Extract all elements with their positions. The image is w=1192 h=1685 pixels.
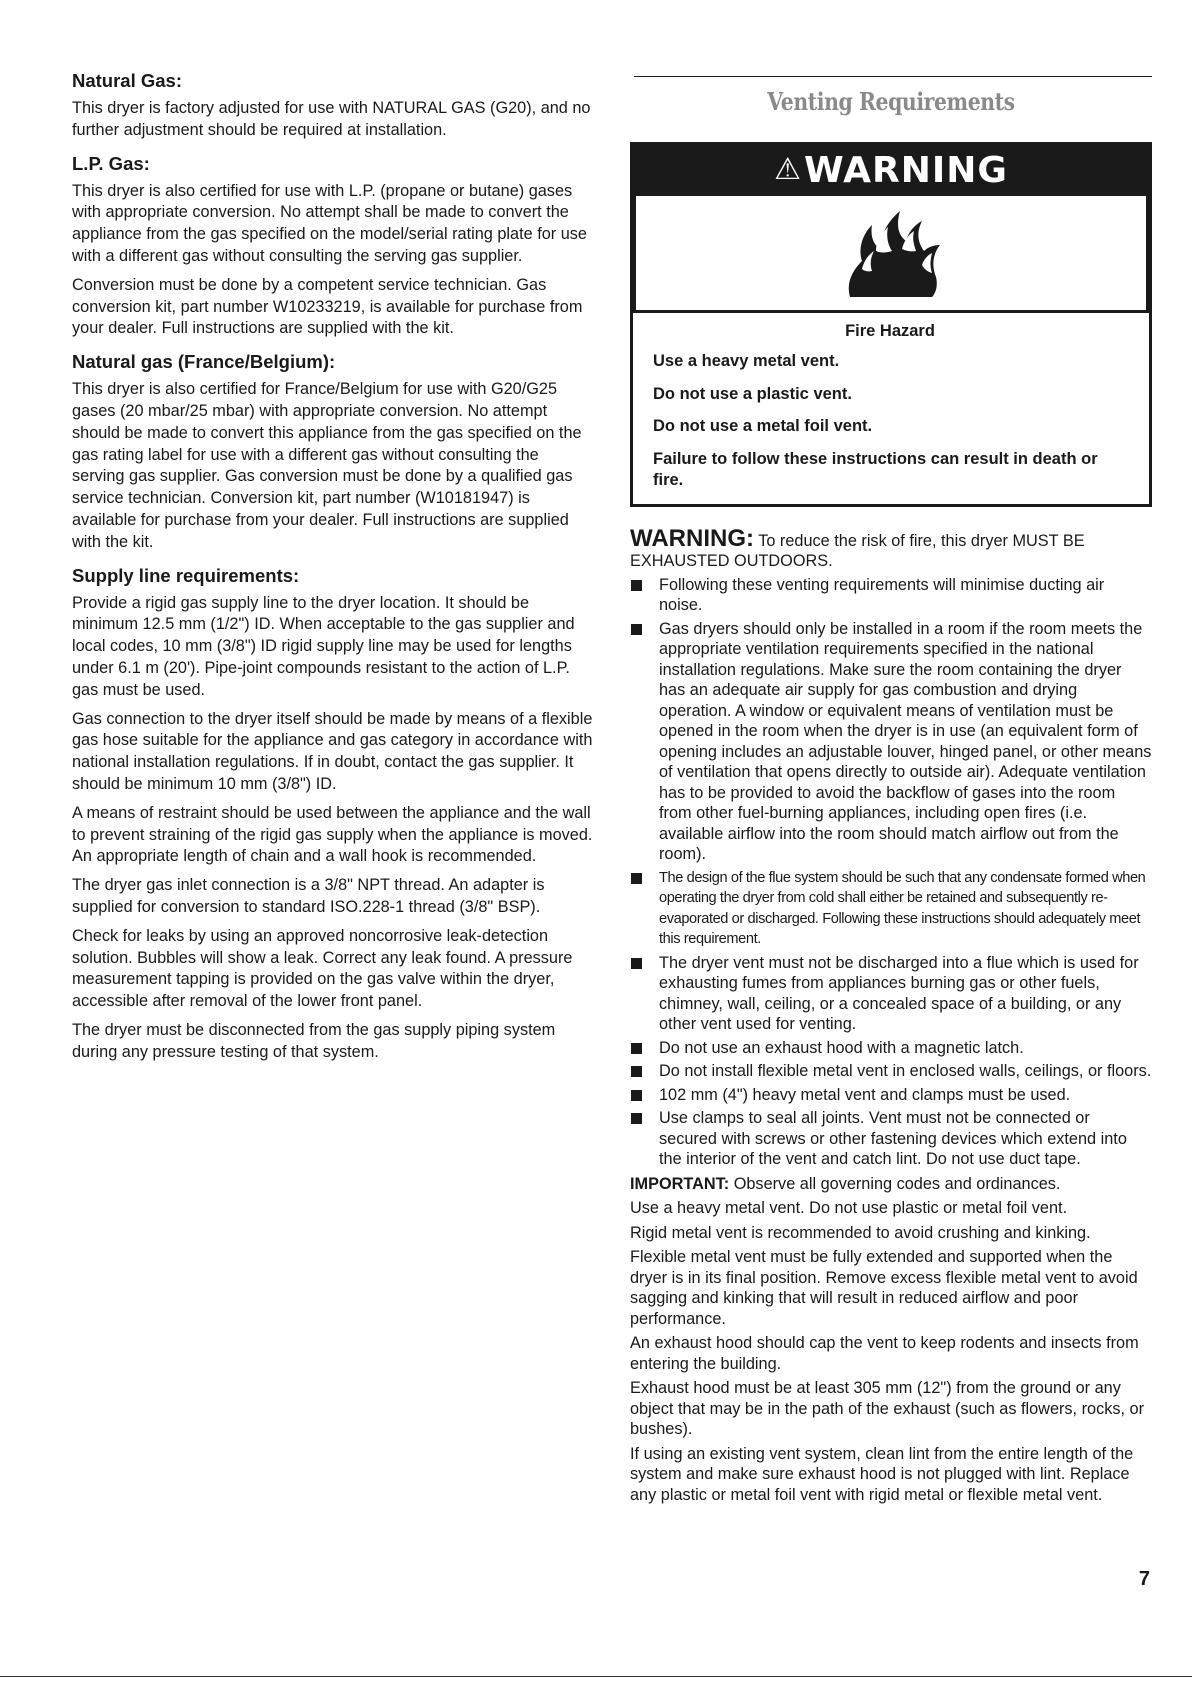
- right-column: [630, 76, 1152, 1509]
- important-label: IMPORTANT:: [630, 1174, 730, 1193]
- list-item: Do not install flexible metal vent in enclosed walls, ceilings, or floors.: [630, 1061, 1152, 1082]
- page-number: 7: [1138, 1568, 1150, 1590]
- hazard-title: Fire Hazard: [845, 322, 935, 340]
- section-title: Venting Requirements: [767, 87, 1015, 116]
- list-item: The design of the flue system should be such that any condensate formed when operating the dryer from cold shall either be retained and subsequently re-evaporated or discharged. Following these instructions should adequately meet this requirement.: [630, 868, 1152, 950]
- heading-natural-gas: Natural Gas:: [72, 70, 183, 91]
- warning-line: Do not use a plastic vent.: [653, 384, 852, 403]
- warning-line: Do not use a metal foil vent.: [653, 417, 873, 435]
- warning-body: [633, 313, 1149, 504]
- heading-supply-line: Supply line requirements:: [72, 564, 300, 586]
- paragraph: Provide a rigid gas supply line to the dryer location. It should be minimum 12.5 mm (1/2") ID. When acceptable to the gas supplier and local codes, 10 mm (3/8") ID rigid supply line may be used for lengths under 6.1 m (20'). Pipe-joint compounds resistant to the action of L.P. gas must be used.: [72, 593, 575, 699]
- paragraph: If using an existing vent system, clean lint from the entire length of the system and make sure exhaust hood is not plugged with lint. Replace any plastic or metal foil vent with rigid metal or flexible metal vent.: [630, 1444, 1134, 1504]
- list-item: Use clamps to seal all joints. Vent must not be connected or secured with screws or other fastening devices which extend into the interior of the vent and catch lint. Do not use duct tape.: [630, 1108, 1152, 1170]
- paragraph: Flexible metal vent must be fully extended and supported when the dryer is in its final position. Remove excess flexible metal vent to avoid sagging and kinking that will result in reduced airflow and poor performance.: [630, 1248, 1138, 1328]
- paragraph: Check for leaks by using an approved noncorrosive leak-detection solution. Bubbles will show a leak. Correct any leak found. A pressure measurement tapping is provided on the gas valve within the dryer, accessible after removal of the lower front panel.: [72, 926, 573, 1011]
- list-item: Do not use an exhaust hood with a magnetic latch.: [630, 1038, 1152, 1059]
- bottom-rule: [0, 1676, 1192, 1677]
- warning-intro: [630, 524, 1152, 571]
- warning-box: [630, 142, 1152, 507]
- heading-lp-gas: L.P. Gas:: [72, 152, 150, 174]
- list-item: 102 mm (4") heavy metal vent and clamps must be used.: [630, 1085, 1152, 1106]
- section-divider: [634, 76, 1152, 77]
- warning-line: Failure to follow these instructions can result in death or fire.: [653, 449, 1098, 489]
- paragraph: The dryer gas inlet connection is a 3/8" NPT thread. An adapter is supplied for conversion to standard ISO.228-1 thread (3/8" BSP).: [72, 876, 545, 916]
- paragraph: This dryer is also certified for use with L.P. (propane or butane) gases with appropriate conversion. No attempt shall be made to convert the appliance from the gas specified on the model/serial rating plate for use with a different gas without consulting the serving gas supplier.: [72, 181, 587, 265]
- paragraph: Conversion must be done by a competent service technician. Gas conversion kit, part number W10233219, is available for purchase from your dealer. Full instructions are supplied with the kit.: [72, 275, 583, 338]
- important-text: Observe all governing codes and ordinances.: [729, 1174, 1061, 1193]
- list-item: Following these venting requirements will minimise ducting air noise.: [630, 575, 1152, 616]
- left-column: [72, 70, 594, 1070]
- heading-natural-gas-france-belgium: Natural gas (France/Belgium):: [72, 351, 336, 373]
- paragraph: Exhaust hood must be at least 305 mm (12") from the ground or any object that may be in the path of the exhaust (such as flowers, rocks, or bushes).: [630, 1379, 1145, 1438]
- fire-hazard-icon-area: [633, 193, 1149, 313]
- paragraph: Gas connection to the dryer itself should be made by means of a flexible gas hose suitable for the appliance and gas category in accordance with national installation regulations. If in doubt, contact the gas supplier. It should be minimum 10 mm (3/8") ID.: [72, 709, 593, 793]
- list-item: The dryer vent must not be discharged into a flue which is used for exhausting fumes from appliances burning gas or other fuels, chimney, wall, ceiling, or a concealed space of a building, or any other vent used for venting.: [630, 953, 1152, 1035]
- paragraph: An exhaust hood should cap the vent to keep rodents and insects from entering the building.: [630, 1334, 1139, 1373]
- paragraph: Use a heavy metal vent. Do not use plastic or metal foil vent.: [630, 1199, 1068, 1217]
- paragraph: A means of restraint should be used between the appliance and the wall to prevent straining of the rigid gas supply when the appliance is moved. An appropriate length of chain and a wall hook is recommended.: [72, 803, 593, 866]
- venting-requirements-list: [630, 575, 1152, 1170]
- warning-intro-label: WARNING:: [630, 524, 754, 552]
- paragraph: Rigid metal vent is recommended to avoid crushing and kinking.: [630, 1223, 1091, 1242]
- important-note: [630, 1174, 1152, 1195]
- paragraph: The dryer must be disconnected from the gas supply piping system during any pressure testing of that system.: [72, 1020, 556, 1061]
- warning-line: Use a heavy metal vent.: [653, 352, 840, 370]
- fire-hazard-icon: [836, 205, 946, 301]
- warning-header: [633, 145, 1149, 193]
- paragraph: This dryer is also certified for France/Belgium for use with G20/G25 gases (20 mbar/25 mbar) with appropriate conversion. No attempt should be made to convert this appliance from the gas specified on the gas rating label for use with a different gas without consulting the serving gas supplier. Gas conversion must be done by a qualified gas service technician. Conversion kit, part number (W10181947) is available for purchase from your dealer. Full instructions are supplied with the kit.: [72, 380, 582, 551]
- warning-header-label: WARNING: [804, 150, 1008, 191]
- warning-triangle-icon: ⚠: [774, 152, 803, 187]
- paragraph: This dryer is factory adjusted for use with NATURAL GAS (G20), and no further adjustment should be required at installation.: [72, 99, 591, 139]
- list-item: Gas dryers should only be installed in a room if the room meets the appropriate ventilation requirements specified in the national installation regulations. Make sure the room containing the dryer has an adequate air supply for gas combustion and drying operation. A window or equivalent means of ventilation must be opened in the room when the dryer is in use (an equivalent form of opening includes an adjustable louver, hinged panel, or other means of ventilation that opens directly to outside air). Adequate ventilation has to be provided to avoid the backflow of gases into the room from other fuel-burning appliances, including open fires (i.e. available airflow into the room should match airflow out from the room).: [630, 619, 1152, 865]
- warning-intro-text: To reduce the risk of fire, this dryer MUST BE EXHAUSTED OUTDOORS.: [630, 531, 1085, 570]
